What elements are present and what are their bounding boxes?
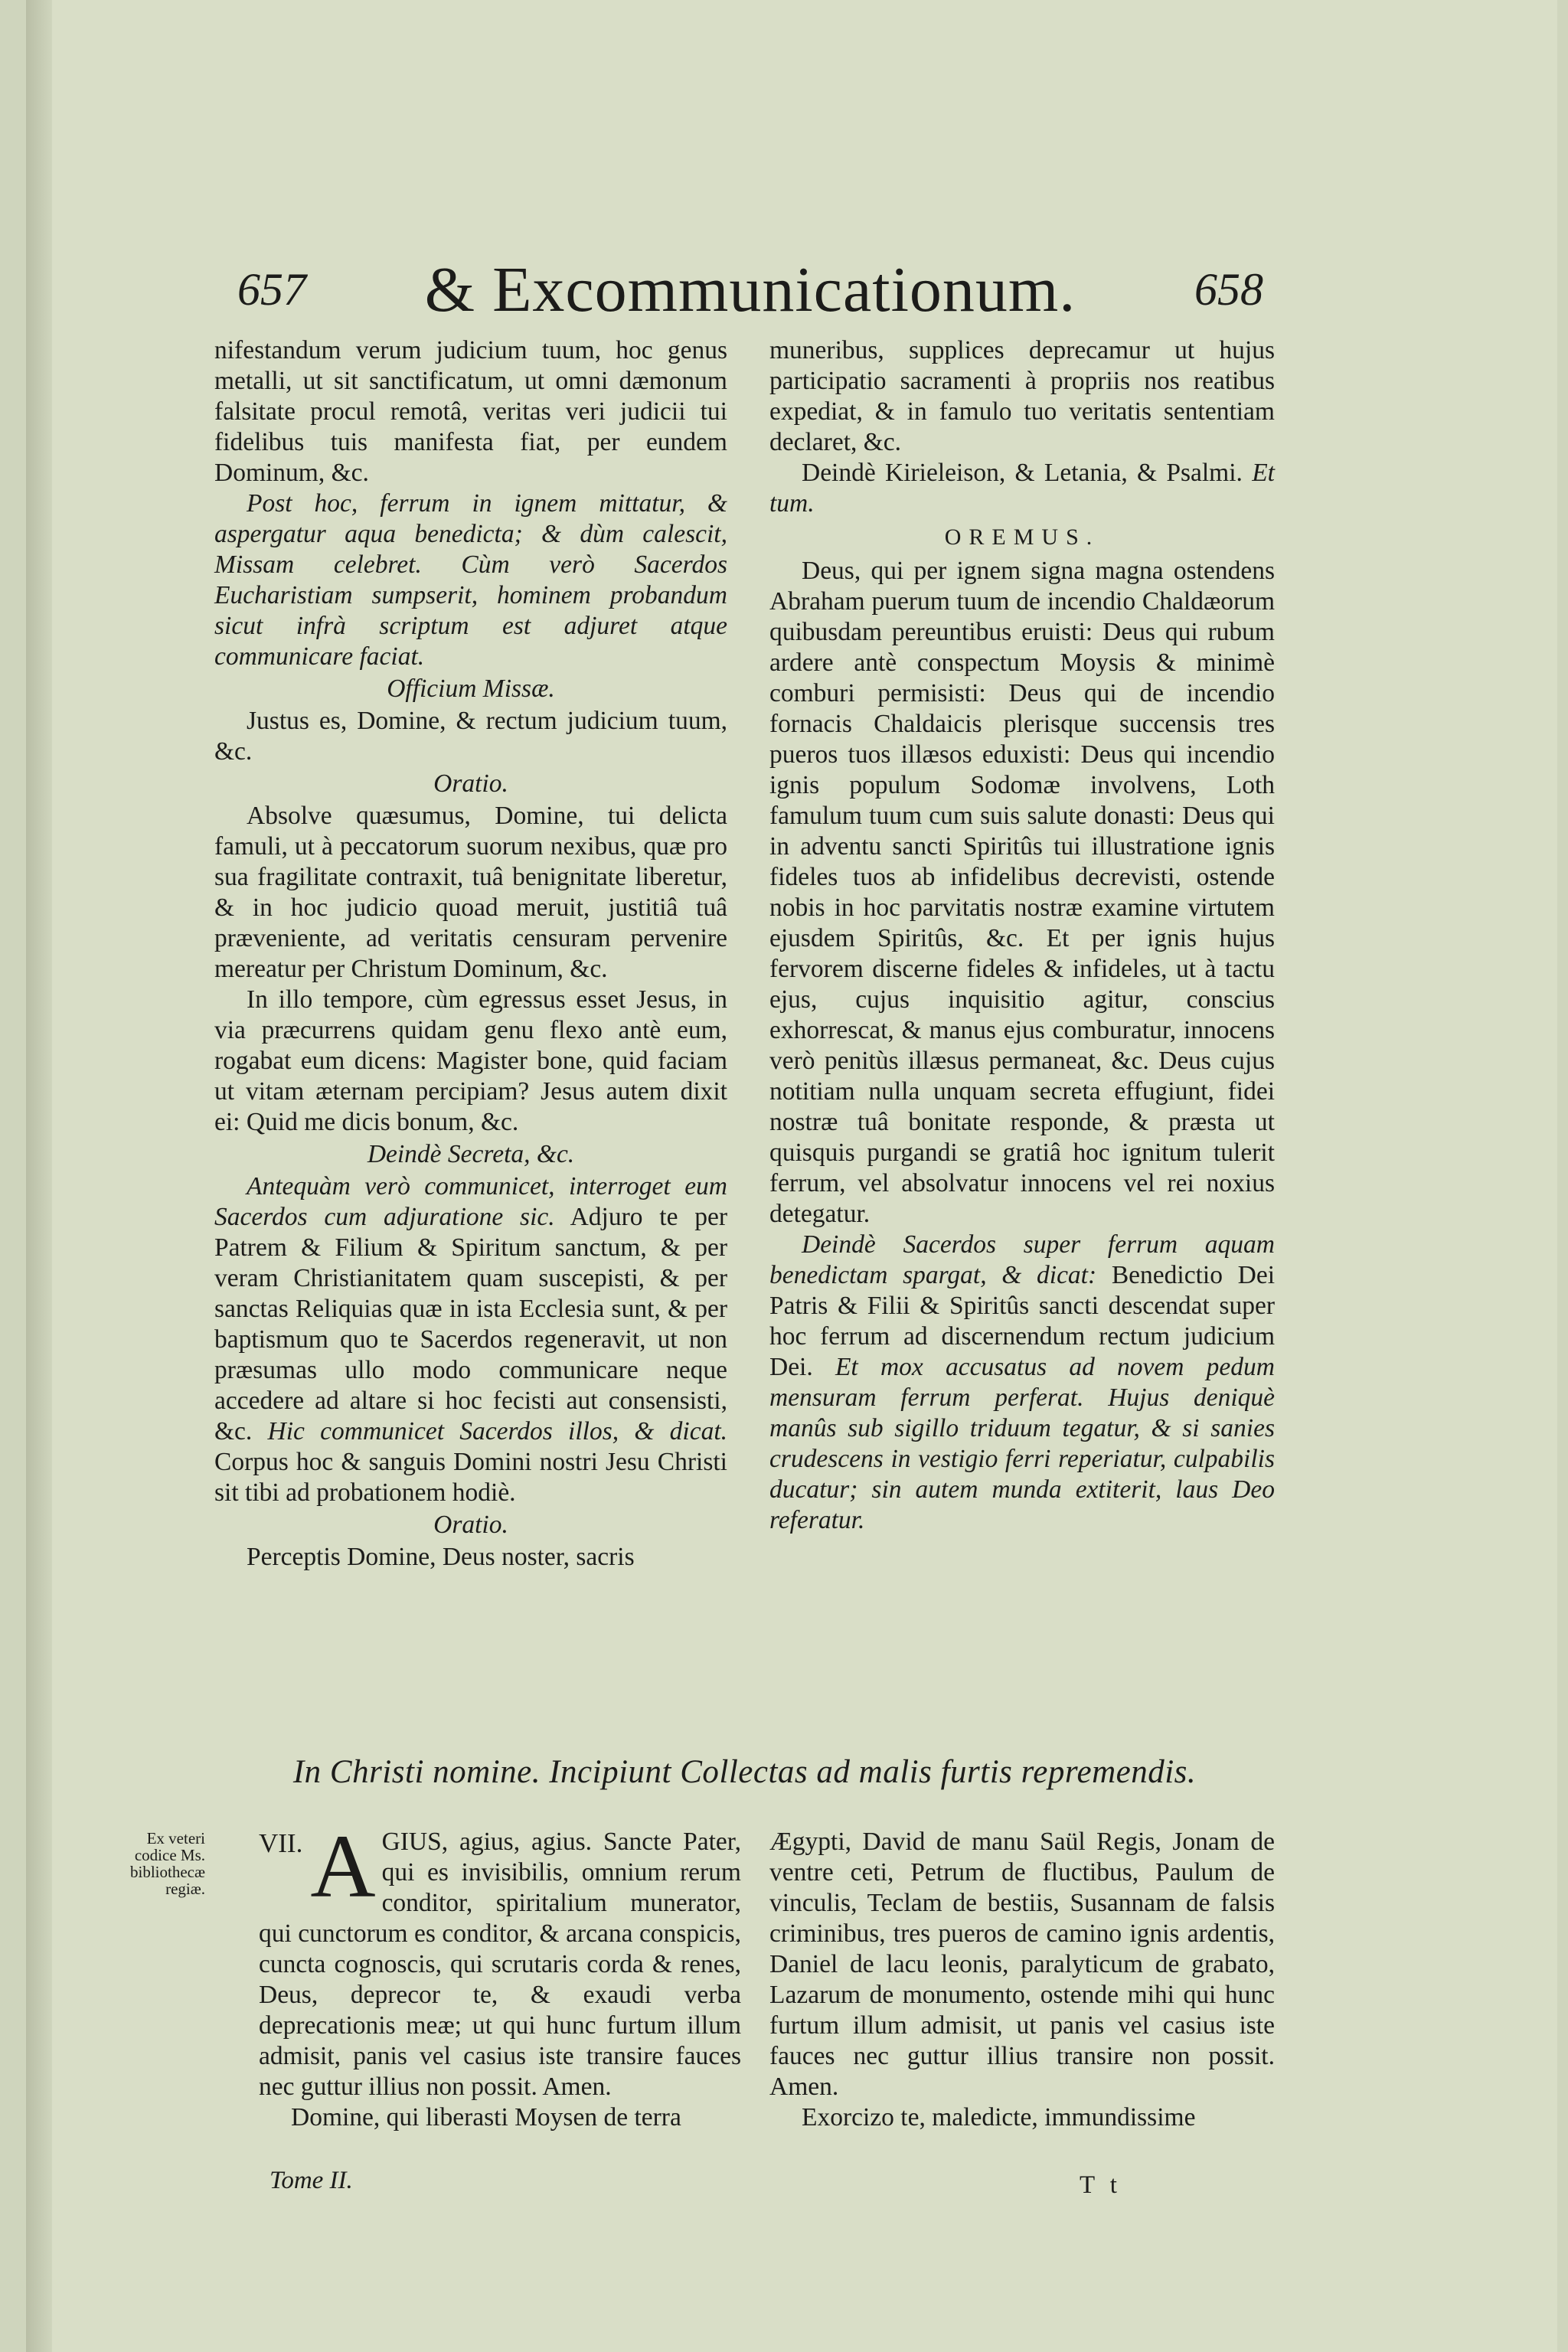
paragraph: OREMUS. — [944, 524, 1100, 550]
paragraph: Justus es, Domine, & rectum judicium tuum, &c. — [214, 707, 727, 766]
paragraph: Deindè Sacerdos super ferrum aquam benedictam spargat, & dicat: Benedictio Dei Patris & Filii & Spiritûs sancti descendat super hoc ferrum ad discernendum rectum judicium Dei. Et mox accusatus ad novem pedum mensuram ferrum perferat. Hujus deniquè manûs sub sigillo triduum tegatur, & si sanies crudescens in vestigio ferri reperiatur, culpabilis ducatur; sin autem munda extiterit, laus Deo referatur. — [769, 1230, 1275, 1534]
paragraph: In illo tempore, cùm egressus esset Jesus, in via præcurrens quidam genu flexo antè eum, rogabat eum dicens: Magister bone, quid faciam ut vitam æternam percipiam? Jesus autem dixit ei: Quid me dicis bonum, &c. — [214, 985, 727, 1136]
paragraph: Absolve quæsumus, Domine, tui delicta famuli, ut à peccatorum suorum nexibus, quæ pro sua fragilitate contraxit, tuâ benignitate liberetur, & in hoc judicio quoad meruit, justitiâ tuâ præveniente, ad veritatis censuram pervenire mereatur per Christum Dominum, &c. — [214, 802, 727, 983]
paragraph: nifestandum verum judicium tuum, hoc genus metalli, ut sit sanctificatum, ut omni dæmonum falsitate procul remotâ, veritas veri judicii tui fidelibus tuis manifesta fiat, per eundem Dominum, &c. — [214, 336, 727, 487]
page-number-right: 658 — [1194, 264, 1263, 315]
paragraph: muneribus, supplices deprecamur ut hujus participatio sacramenti à propriis nos reatibus expediat, & in famulo tuo veritatis sententiam declaret, &c. — [769, 336, 1275, 456]
column-right-top — [769, 335, 1275, 1536]
paragraph: Domine, qui liberasti Moysen de terra — [291, 2103, 681, 2132]
page-gutter — [26, 0, 52, 2352]
paragraph: Exorcizo te, maledicte, immundissime — [802, 2103, 1196, 2132]
paragraph: Perceptis Domine, Deus noster, sacris — [247, 1543, 635, 1571]
paragraph: GIUS, agius, agius. Sancte Pater, qui es invisibilis, omnium rerum conditor, spiritalium munerator, qui cunctorum es conditor, & arcana conspicis, cuncta cognoscis, qui scrutaris corda & renes, Deus, deprecor te, & exaudi verba deprecationis meæ; ut qui hunc furtum illum admisit, panis vel casius iste transire fauces nec guttur illius non possit. Amen. — [259, 1828, 741, 2101]
column-right-bottom — [769, 1827, 1275, 2133]
column-left-top — [214, 335, 727, 1573]
paragraph: Deus, qui per ignem signa magna ostendens Abraham puerum tuum de incendio Chaldæorum quibusdam pereuntibus eruisti: Deus qui rubum ardere antè conspectum Moysis & minimè comburi permisisti: Deus qui de incendio fornacis Chaldaicis plerisque succensis tres pueros tuos illæsos eduxisti: Deus qui incendio ignis populum Sodomæ involvens, Loth famulum tuum cum suis salute donasti: Deus qui in adventu sancti Spiritûs tui illustratione ignis fideles tuos ab infidelibus decrevisti, ostende nobis in hoc parvitatis nostræ examine virtutem ejusdem Spiritûs, &c. Et per ignis hujus fervorem discerne fideles & infideles, ut à tactu ejus, cujus inquisitio agitur, conscius exhorrescat, & manus ejus comburatur, innocens verò penitùs illæsus permaneat, &c. Deus cujus notitiam nulla unquam secreta effugiunt, fidei nostræ tuâ bonitate responde, & præsta ut quisquis purgandi se gratiâ hoc ignitum tulerit ferrum, vel absolvatur innocens vel rei noxius detegatur. — [769, 557, 1275, 1228]
margin-note: Ex veteri codice Ms. bibliothecæ regiæ. — [130, 1829, 205, 1898]
paragraph: Post hoc, ferrum in ignem mittatur, & aspergatur aqua benedicta; & dùm calescit, Missam celebret. Cùm verò Sacerdos Eucharistiam sumpserit, hominem probandum sicut infrà scriptum est adjuret atque communicare faciat. — [214, 489, 727, 671]
section-heading: In Christi nomine. Incipiunt Collectas ad malis furtis repremendis. — [292, 1754, 1197, 1790]
column-left-bottom — [259, 1816, 741, 2133]
paragraph: Ægypti, David de manu Saül Regis, Jonam de ventre ceti, Petrum de fluctibus, Paulum de vinculis, Teclam de bestiis, Susannam de falsis criminibus, tres pueros de camino ignis ardentis, Daniel de lacu leonis, paralyticum de grabato, Lazarum de monumento, ostende mihi qui hunc furtum illum admisit, ut panis vel casius iste fauces nec guttur illius transire non possit. Amen. — [769, 1828, 1275, 2101]
running-title: & Excommunicationum. — [424, 254, 1076, 325]
running-header — [214, 253, 1286, 329]
paragraph: Deindè Secreta, &c. — [367, 1140, 575, 1168]
paragraph: Deindè Kirieleison, & Letania, & Psalmi. Et tum. — [769, 459, 1275, 518]
section-number: VII. — [259, 1828, 303, 1858]
signature-mark: T t — [1080, 2171, 1122, 2199]
volume-signature: Tome II. — [270, 2167, 353, 2194]
paragraph: Officium Missæ. — [387, 675, 555, 703]
drop-cap: A — [310, 1816, 376, 1916]
page-number-left: 657 — [237, 264, 306, 315]
paragraph: Oratio. — [433, 769, 508, 798]
paragraph: Antequàm verò communicet, interroget eum Sacerdos cum adjuratione sic. Adjuro te per Patrem & Filium & Spiritum sanctum, & per veram Christianitatem quam suscepisti, & per sanctas Reliquias quæ in ista Ecclesia sunt, & per baptismum quo te Sacerdos regeneravit, ut non præsumas ullo modo communicare neque accedere ad altare si hoc fecisti aut consensisti, &c. Hic communicet Sacerdos illos, & dicat. Corpus hoc & sanguis Domini nostri Jesu Christi sit tibi ad probationem hodiè. — [214, 1172, 727, 1507]
paragraph: Oratio. — [433, 1511, 508, 1539]
